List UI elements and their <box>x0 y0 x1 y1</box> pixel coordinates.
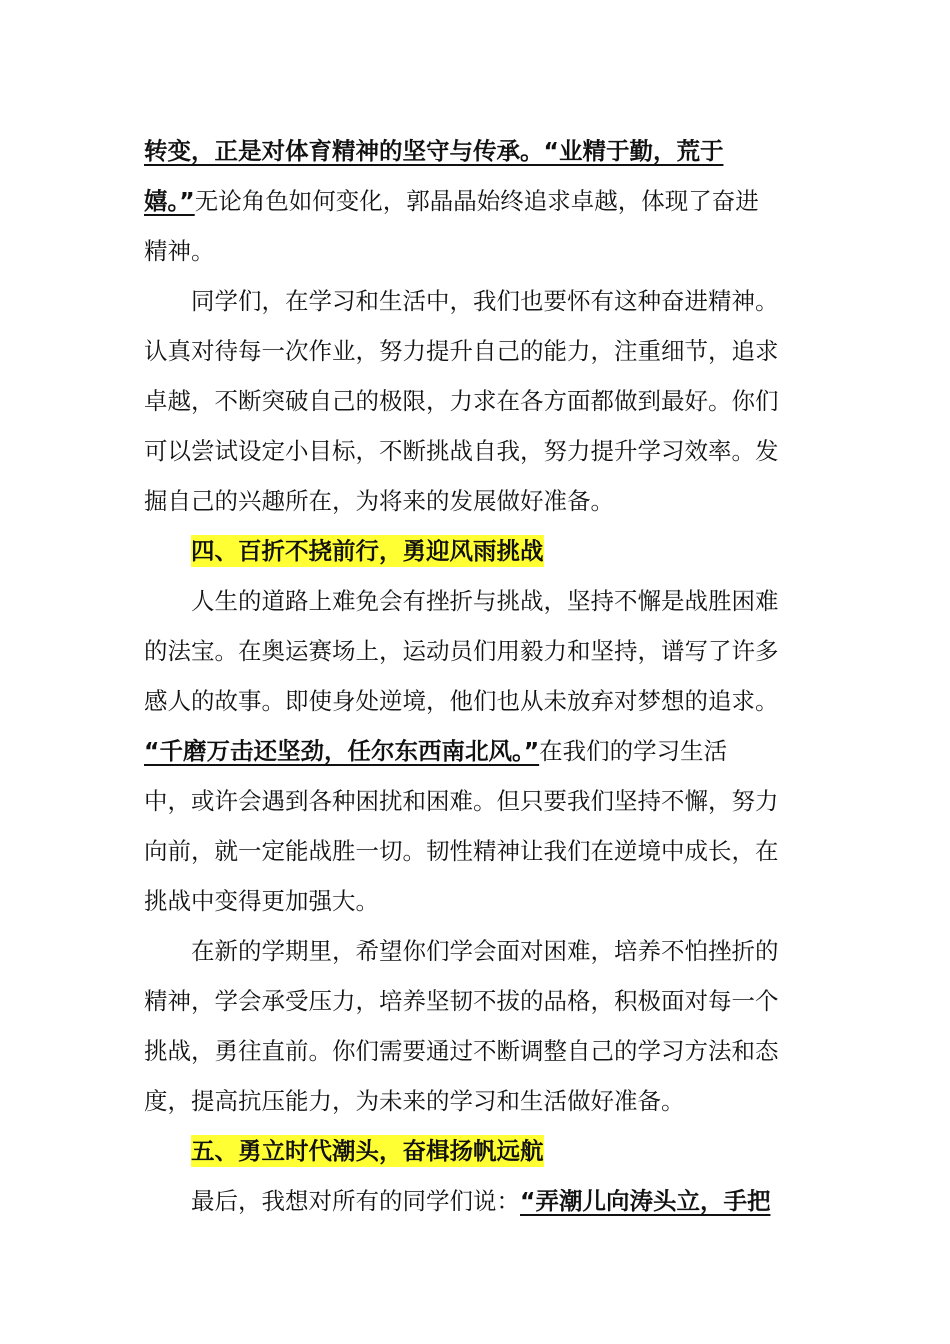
document-page <box>144 126 808 1226</box>
body-text: 挑战，勇往直前。你们需要通过不断调整自己的学习方法和态 <box>144 1037 779 1065</box>
body-text: 掘自己的兴趣所在，为将来的发展做好准备。 <box>144 487 614 515</box>
text-line <box>144 976 808 1026</box>
text-line <box>144 926 808 976</box>
body-text: 精神。 <box>144 237 215 265</box>
text-line <box>144 676 808 726</box>
text-line <box>144 1026 808 1076</box>
body-text: 可以尝试设定小目标，不断挑战自我，努力提升学习效率。发 <box>144 437 779 465</box>
text-line <box>144 176 808 226</box>
text-line <box>144 626 808 676</box>
text-line <box>144 326 808 376</box>
body-text: 最后，我想对所有的同学们说： <box>191 1187 520 1215</box>
body-text: 向前，就一定能战胜一切。韧性精神让我们在逆境中成长，在 <box>144 837 779 865</box>
text-line <box>144 576 808 626</box>
quote-bold: 嬉。” <box>144 187 195 215</box>
text-line <box>144 126 808 176</box>
body-text: 同学们，在学习和生活中，我们也要怀有这种奋进精神。 <box>191 287 779 315</box>
body-text: 度，提高抗压能力，为未来的学习和生活做好准备。 <box>144 1087 685 1115</box>
text-line <box>144 376 808 426</box>
text-line <box>144 426 808 476</box>
quote-bold: 转变，正是对体育精神的坚守与传承。“业精于勤，荒于 <box>144 137 724 165</box>
body-text: 认真对待每一次作业，努力提升自己的能力，注重细节，追求 <box>144 337 779 365</box>
body-text: 中，或许会遇到各种困扰和困难。但只要我们坚持不懈，努力 <box>144 787 779 815</box>
text-line <box>144 826 808 876</box>
quote-bold: “弄潮儿向涛头立，手把 <box>520 1187 771 1215</box>
text-line <box>144 476 808 526</box>
text-line <box>144 1076 808 1126</box>
section-heading: 五、勇立时代潮头，奋楫扬帆远航 <box>191 1137 544 1165</box>
body-text: 精神，学会承受压力，培养坚韧不拔的品格，积极面对每一个 <box>144 987 779 1015</box>
body-text: 人生的道路上难免会有挫折与挑战，坚持不懈是战胜困难 <box>191 587 779 615</box>
body-text: 在我们的学习生活 <box>539 737 728 765</box>
body-text: 在新的学期里，希望你们学会面对困难，培养不怕挫折的 <box>191 937 779 965</box>
text-line <box>144 776 808 826</box>
body-text: 卓越，不断突破自己的极限，力求在各方面都做到最好。你们 <box>144 387 779 415</box>
body-text: 感人的故事。即使身处逆境，他们也从未放弃对梦想的追求。 <box>144 687 779 715</box>
section-heading: 四、百折不挠前行，勇迎风雨挑战 <box>191 537 544 565</box>
section-heading-line <box>144 1126 808 1176</box>
body-text: 无论角色如何变化，郭晶晶始终追求卓越，体现了奋进 <box>194 187 759 215</box>
text-line <box>144 876 808 926</box>
text-line <box>144 1176 808 1226</box>
body-text: 的法宝。在奥运赛场上，运动员们用毅力和坚持，谱写了许多 <box>144 637 779 665</box>
section-heading-line <box>144 526 808 576</box>
text-line <box>144 226 808 276</box>
text-line <box>144 726 808 776</box>
body-text: 挑战中变得更加强大。 <box>144 887 379 915</box>
quote-bold: “千磨万击还坚劲，任尔东西南北风。” <box>144 737 540 765</box>
text-line <box>144 276 808 326</box>
